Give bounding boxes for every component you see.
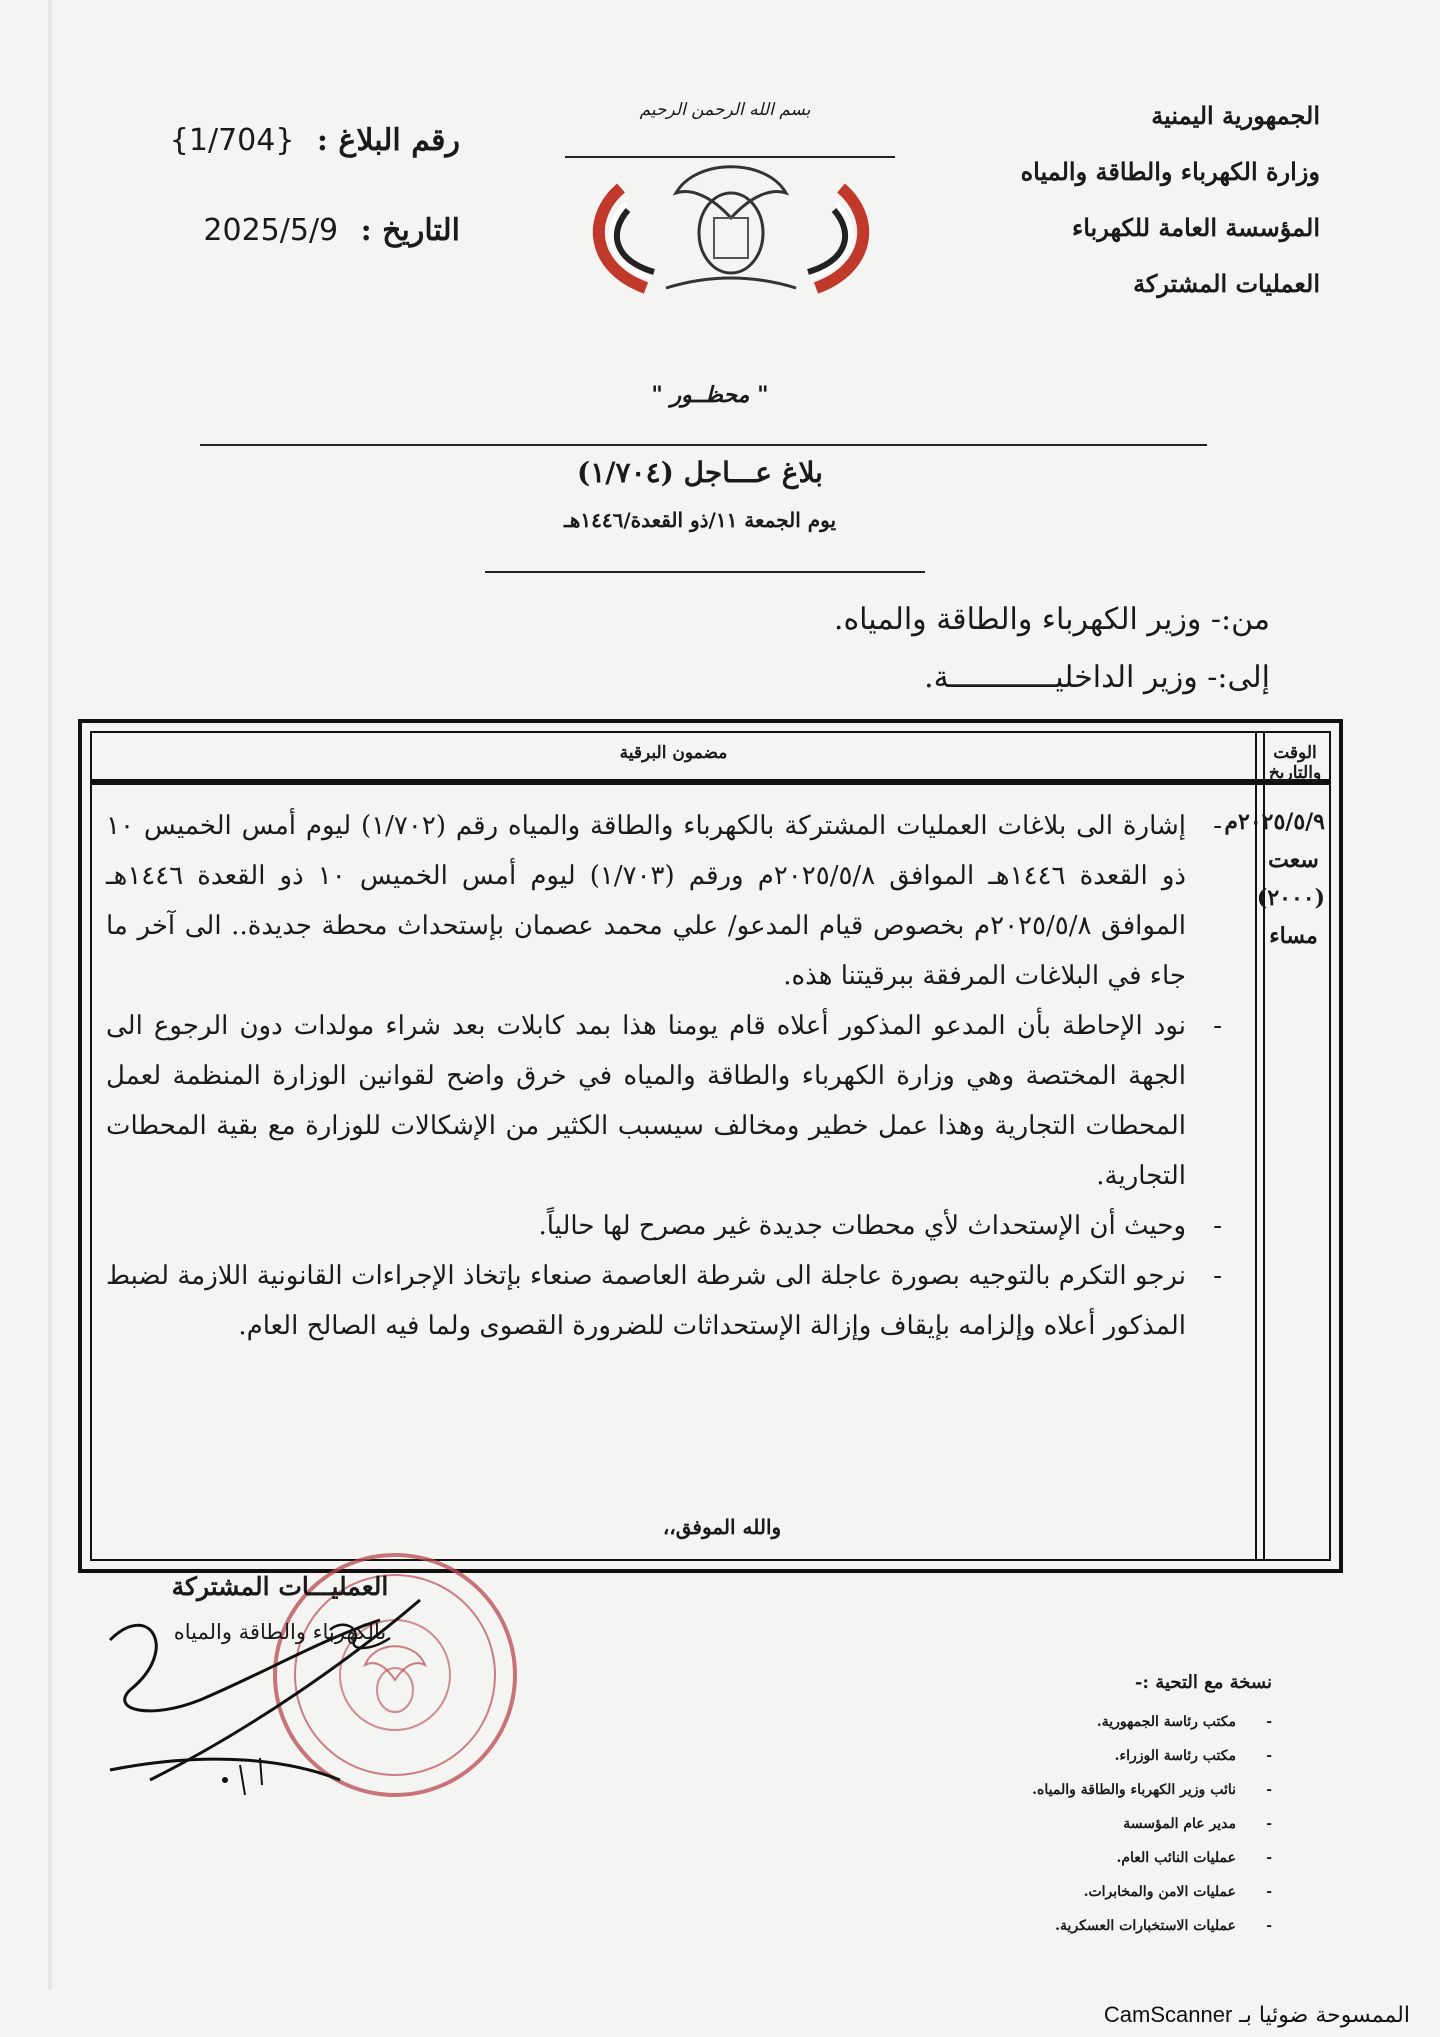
paragraph: - وحيث أن الإستحداث لأي محطات جديدة غير مصرح لها حالياً. [538, 1211, 1222, 1241]
list-item: - مكتب رئاسة الجمهورية. [852, 1705, 1272, 1739]
time-line-hour: سعت (٢٠٠٠) [1256, 847, 1325, 911]
time-column-header: الوقت والتاريخ [1268, 743, 1322, 783]
bulletin-title: بلاغ عـــاجل (١/٧٠٤) [577, 456, 823, 489]
paragraph-text: وحيث أن الإستحداث لأي محطات جديدة غير مصرح لها حالياً. [538, 1211, 1186, 1241]
report-number-row [170, 96, 460, 186]
footer-prefix: الممسوحة ضوئيا بـ [1239, 2003, 1410, 2028]
bulletin-date: يوم الجمعة ١١/ذو القعدة/١٤٤٦هـ [563, 508, 837, 532]
paragraph: - نود الإحاطة بأن المدعو المذكور أعلاه قام يومنا هذا بمد كابلات بعد شراء مولدات دون الرجوع الى الجهة المختصة وهي وزارة الكهرباء والطاقة والمياه في خرق واضح لقوانين الوزارة المنظمة لعمل المحطات التجارية وهذا عمل خطير ومخالف سيسبب الكثير من الإشكالات للوزارة مع بقية المحطات التجارية. [106, 1011, 1222, 1191]
issuer-line-1: الجمهورية اليمنية [1151, 101, 1320, 130]
copies-list [852, 1705, 1272, 1943]
title-underline [485, 571, 925, 573]
to-line: إلى:- وزير الداخليــــــــــــة. [924, 660, 1270, 695]
list-item: - عمليات الاستخبارات العسكرية. [852, 1909, 1272, 1943]
handwritten-signature-icon [90, 1580, 470, 1810]
report-number-value: {1/704} [169, 123, 295, 158]
list-item: - مكتب رئاسة الوزراء. [852, 1739, 1272, 1773]
from-line: من:- وزير الكهرباء والطاقة والمياه. [833, 602, 1270, 637]
time-line-date: ٢٠٢٥/٥/٩م [1224, 809, 1325, 835]
paragraph-text: نود الإحاطة بأن المدعو المذكور أعلاه قام يومنا هذا بمد كابلات بعد شراء مولدات دون الرجوع الى الجهة المختصة وهي وزارة الكهرباء والطاقة والمياه في خرق واضح لقوانين الوزارة المنظمة لعمل المحطات التجارية وهذا عمل خطير ومخالف سيسبب الكثير من الإشكالات للوزارة مع بقية المحطات التجارية. [106, 1011, 1186, 1191]
paragraph: - نرجو التكرم بالتوجيه بصورة عاجلة الى شرطة العاصمة صنعاء بإتخاذ الإجراءات القانونية اللازمة لضبط المذكور أعلاه وإلزامه بإيقاف وإزالة الإستحداثات للضرورة القصوى ولما فيه الصالح العام. [106, 1261, 1222, 1341]
issuer-line-3: المؤسسة العامة للكهرباء [1071, 213, 1320, 242]
time-cell [1224, 803, 1325, 955]
scanner-footer [1080, 2002, 1410, 2028]
paragraph: - إشارة الى بلاغات العمليات المشتركة بالكهرباء والطاقة والمياه رقم (١/٧٠٢) ليوم أمس الخميس ١٠ ذو القعدة ١٤٤٦هـ الموافق ٢٠٢٥/٥/٨م ورقم (١/٧٠٣) ليوم أمس الخميس ١٠ ذو القعدة ١٤٤٦هـ الموافق ٢٠٢٥/٥/٨م بخصوص قيام المدعو/ علي محمد عصمان بإستحداث محطة جديدة.. الى آخر ما جاء في البلاغات المرفقة ببرقيتنا هذه. [106, 811, 1222, 991]
report-meta [170, 96, 460, 276]
time-line-period: مساء [1269, 923, 1318, 949]
list-item: - عمليات النائب العام. [852, 1841, 1272, 1875]
signatory-subtitle: بالكهرباء والطاقة والمياه [173, 1620, 387, 1644]
list-item: - عمليات الامن والمخابرات. [852, 1875, 1272, 1909]
report-number-label: رقم البلاغ : [316, 123, 460, 158]
telegram-body [106, 801, 1226, 1351]
signatory-title: العمليـــات المشتركة [171, 1572, 389, 1601]
issuer-line-4: العمليات المشتركة [1133, 269, 1320, 298]
content-column-header: مضمون البرقية [619, 743, 728, 763]
basmala: بسم الله الرحمن الرحيم [639, 100, 811, 120]
paragraph-text: إشارة الى بلاغات العمليات المشتركة بالكهرباء والطاقة والمياه رقم (١/٧٠٢) ليوم أمس الخميس ١٠ ذو القعدة ١٤٤٦هـ الموافق ٢٠٢٥/٥/٨م ورقم (١/٧٠٣) ليوم أمس الخميس ١٠ ذو القعدة ١٤٤٦هـ الموافق ٢٠٢٥/٥/٨م بخصوص قيام المدعو/ علي محمد عصمان بإستحداث محطة جديدة.. الى آخر ما جاء في البلاغات المرفقة ببرقيتنا هذه. [106, 811, 1187, 991]
copies-title: نسخة مع التحية :- [1134, 1672, 1272, 1693]
table-header [92, 733, 1329, 783]
report-date-label: التاريخ : [360, 213, 460, 248]
footer-brand: CamScanner [1103, 2002, 1233, 2027]
list-item: - مدير عام المؤسسة [852, 1807, 1272, 1841]
report-date-row [170, 186, 460, 276]
paragraph-text: نرجو التكرم بالتوجيه بصورة عاجلة الى شرطة العاصمة صنعاء بإتخاذ الإجراءات القانونية اللازمة لضبط المذكور أعلاه وإلزامه بإيقاف وإزالة الإستحداثات للضرورة القصوى ولما فيه الصالح العام. [106, 1261, 1186, 1341]
telegram-table [78, 719, 1343, 1573]
scan-edge [48, 0, 52, 1990]
issuer-block [900, 88, 1320, 312]
closing-phrase: والله الموفق،، [662, 1515, 782, 1539]
copies-block [852, 1672, 1272, 1943]
issuer-line-2: وزارة الكهرباء والطاقة والمياه [1020, 157, 1320, 186]
national-emblem-icon [566, 148, 896, 308]
report-date-value: 2025/5/9 [203, 213, 339, 248]
header-divider [200, 444, 1207, 446]
classification-mark: " محظــور " [651, 382, 769, 408]
list-item: - نائب وزير الكهرباء والطاقة والمياه. [852, 1773, 1272, 1807]
